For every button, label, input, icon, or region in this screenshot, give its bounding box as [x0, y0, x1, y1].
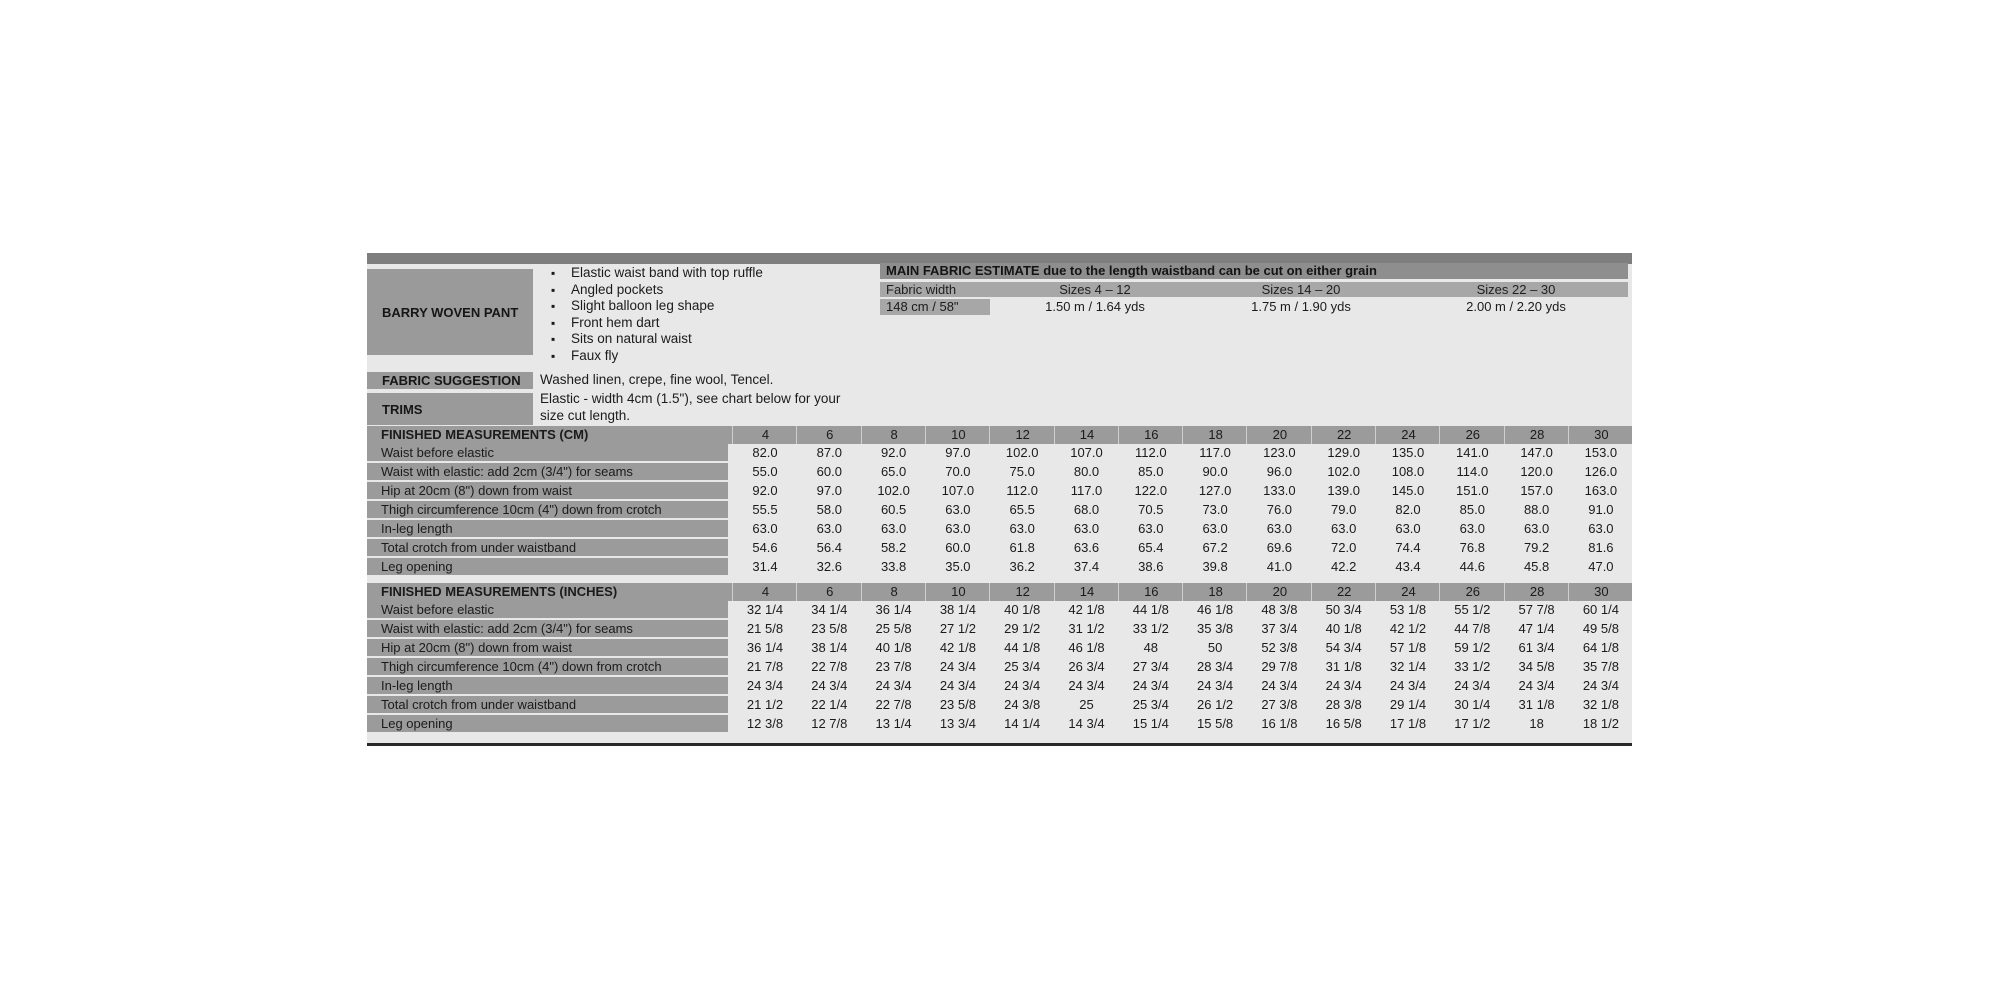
- table-cell: 63.0: [1331, 521, 1357, 536]
- table-cell: 50 3/4: [1325, 602, 1362, 617]
- row-label: Waist before elastic: [367, 444, 728, 461]
- row-label: Hip at 20cm (8") down from waist: [367, 639, 728, 656]
- table-cell: 63.0: [816, 521, 842, 536]
- table-cell: 147.0: [1520, 445, 1553, 460]
- table-cell: 92.0: [752, 483, 778, 498]
- table-cell: 61 3/4: [1518, 640, 1555, 655]
- table-cell: 163.0: [1584, 483, 1618, 498]
- table-cell: 17 1/2: [1454, 716, 1491, 731]
- table-cell: 34 5/8: [1518, 659, 1555, 674]
- size-header: 18: [1182, 583, 1248, 601]
- fabric-width-value: 148 cm / 58": [880, 299, 990, 315]
- row-label: In-leg length: [367, 520, 728, 537]
- table-cell: 60.0: [945, 540, 971, 555]
- table-cell: 87.0: [816, 445, 842, 460]
- table-cell: 29 7/8: [1261, 659, 1298, 674]
- table-cell: 129.0: [1327, 445, 1360, 460]
- row-label: Waist before elastic: [367, 601, 728, 618]
- table-cell: 157.0: [1520, 483, 1553, 498]
- size-header: 24: [1375, 426, 1441, 444]
- table-cell: 65.0: [880, 464, 907, 479]
- table-cell: 29 1/2: [1004, 621, 1041, 636]
- table-cell: 117.0: [1070, 483, 1103, 498]
- table-cell: 29 1/4: [1389, 697, 1427, 712]
- fabric-group-label: Sizes 22 – 30: [1476, 282, 1556, 297]
- table-cell: 141.0: [1456, 445, 1489, 460]
- table-cell: 120.0: [1520, 464, 1553, 479]
- size-header: 6: [796, 583, 862, 601]
- fabric-group-value: 2.00 m / 2.20 yds: [1466, 299, 1566, 314]
- table-cell: 70.5: [1138, 502, 1164, 517]
- table-cell: 76.8: [1459, 540, 1485, 555]
- table-cell: 107.0: [1070, 445, 1103, 460]
- table-cell: 102.0: [1327, 464, 1360, 479]
- table-cell: 57 7/8: [1518, 602, 1555, 617]
- table-cell: 12 7/8: [811, 716, 848, 731]
- table-cell: 44 7/8: [1454, 621, 1491, 636]
- table-cell: 15 1/4: [1132, 716, 1169, 731]
- table-cell: 151.0: [1456, 483, 1489, 498]
- row-label: Leg opening: [367, 715, 728, 732]
- size-header: 14: [1054, 583, 1120, 601]
- table-cell: 127.0: [1198, 483, 1232, 498]
- table-row: [367, 520, 1632, 538]
- table-cell: 12 3/8: [746, 716, 784, 731]
- size-header: 12: [989, 583, 1055, 601]
- table-cell: 16 1/8: [1261, 716, 1298, 731]
- table-cell: 63.0: [945, 502, 971, 517]
- table-row: [367, 501, 1632, 519]
- table-cell: 79.2: [1523, 540, 1550, 555]
- table-cell: 63.0: [1202, 521, 1228, 536]
- table-cell: 27 3/8: [1261, 697, 1298, 712]
- row-label: Waist with elastic: add 2cm (3/4") for seams: [367, 620, 728, 637]
- table-cell: 25 3/4: [1132, 697, 1169, 712]
- size-header: 26: [1439, 426, 1505, 444]
- table-cell: 30 1/4: [1454, 697, 1491, 712]
- table-cell: 22 1/4: [811, 697, 848, 712]
- table-cell: 35.0: [945, 559, 971, 574]
- table-row: [367, 444, 1632, 462]
- table-cell: 38 1/4: [939, 602, 976, 617]
- table-cell: 33 1/2: [1132, 621, 1169, 636]
- table-cell: 18 1/2: [1582, 716, 1619, 731]
- table-cell: 85.0: [1138, 464, 1164, 479]
- table-cell: 58.0: [816, 502, 842, 517]
- table-cell: 21 5/8: [746, 621, 784, 636]
- fabric-suggestion-value: Washed linen, crepe, fine wool, Tencel.: [540, 372, 774, 387]
- table-cell: 40 1/8: [875, 640, 912, 655]
- table-cell: 73.0: [1202, 502, 1228, 517]
- table-row: [367, 539, 1632, 557]
- table-cell: 41.0: [1266, 559, 1293, 574]
- table-row: [367, 658, 1632, 676]
- table-cell: 43.4: [1395, 559, 1421, 574]
- trims-value: Elastic - width 4cm (1.5"), see chart below for your size cut length.: [540, 391, 841, 423]
- table-cell: 55 1/2: [1454, 602, 1491, 617]
- table-cell: 56.4: [816, 540, 842, 555]
- table-cell: 24 3/4: [1454, 678, 1491, 693]
- table-cell: 61.8: [1009, 540, 1035, 555]
- table-cell: 17 1/8: [1389, 716, 1427, 731]
- table-cell: 13 3/4: [939, 716, 976, 731]
- table-cell: 92.0: [880, 445, 907, 460]
- bottom-rule: [367, 743, 1632, 746]
- table-cell: 126.0: [1584, 464, 1618, 479]
- feature-item: ▪ Sits on natural waist: [571, 331, 971, 348]
- fabric-group-label: Sizes 4 – 12: [1059, 282, 1131, 297]
- table-cell: 31 1/8: [1518, 697, 1555, 712]
- table-cell: 40 1/8: [1325, 621, 1362, 636]
- table-cell: 63.0: [1459, 521, 1485, 536]
- feature-item: ▪ Faux fly: [571, 348, 971, 365]
- size-header: 10: [925, 426, 991, 444]
- table-cell: 63.0: [1138, 521, 1164, 536]
- table-cell: 42 1/8: [1068, 602, 1105, 617]
- table-cell: 80.0: [1073, 464, 1100, 479]
- row-label: Waist with elastic: add 2cm (3/4") for seams: [367, 463, 728, 480]
- table-cell: 31 1/2: [1068, 621, 1105, 636]
- table-cell: 24 3/4: [939, 659, 976, 674]
- table-cell: 122.0: [1134, 483, 1168, 498]
- table-cell: 44 1/8: [1004, 640, 1041, 655]
- table-cell: 23 5/8: [811, 621, 848, 636]
- size-header: 4: [732, 426, 798, 444]
- table-cell: 75.0: [1009, 464, 1035, 479]
- table-cell: 24 3/4: [1389, 678, 1427, 693]
- table-cell: 69.6: [1266, 540, 1293, 555]
- table-cell: 45.8: [1523, 559, 1550, 574]
- table-cell: 107.0: [941, 483, 975, 498]
- table-cell: 82.0: [1395, 502, 1421, 517]
- table-header-row: [367, 426, 1632, 444]
- size-header: 4: [732, 583, 798, 601]
- table-header-row: [367, 583, 1632, 601]
- table-cell: 50: [1207, 640, 1223, 655]
- table-cell: 60.0: [816, 464, 842, 479]
- feature-item: ▪ Slight balloon leg shape: [571, 298, 971, 315]
- table-cell: 24 3/4: [1325, 678, 1362, 693]
- table-cell: 24 3/4: [939, 678, 976, 693]
- size-header: 12: [989, 426, 1055, 444]
- table-cell: 37.4: [1073, 559, 1100, 574]
- table-cell: 153.0: [1584, 445, 1618, 460]
- table-cell: 90.0: [1202, 464, 1228, 479]
- table-cell: 24 3/4: [1197, 678, 1234, 693]
- table-cell: 60 1/4: [1582, 602, 1619, 617]
- table-row: [367, 558, 1632, 576]
- table-cell: 24 3/8: [1004, 697, 1041, 712]
- table-cell: 16 5/8: [1325, 716, 1362, 731]
- table-cell: 38.6: [1138, 559, 1164, 574]
- table-cell: 33.8: [880, 559, 907, 574]
- row-label: Thigh circumference 10cm (4") down from crotch: [367, 658, 728, 675]
- size-header: 14: [1054, 426, 1120, 444]
- size-header: 30: [1568, 583, 1632, 601]
- table-cell: 52 3/8: [1261, 640, 1298, 655]
- table-cell: 123.0: [1263, 445, 1296, 460]
- table-cell: 63.0: [752, 521, 778, 536]
- table-cell: 108.0: [1391, 464, 1425, 479]
- table-cell: 88.0: [1523, 502, 1550, 517]
- table-cell: 21 7/8: [746, 659, 784, 674]
- table-cell: 96.0: [1266, 464, 1293, 479]
- table-cell: 65.5: [1009, 502, 1035, 517]
- fabric-suggestion-label: FABRIC SUGGESTION: [367, 372, 533, 389]
- size-header: 28: [1504, 426, 1570, 444]
- table-cell: 63.0: [1009, 521, 1035, 536]
- table-cell: 32.6: [816, 559, 842, 574]
- table-row: [367, 601, 1632, 619]
- table-row: [367, 463, 1632, 481]
- fabric-estimate-heading: MAIN FABRIC ESTIMATE due to the length waistband can be cut on either grain: [880, 263, 1628, 279]
- table-cell: 63.0: [1395, 521, 1421, 536]
- fabric-group-value: 1.75 m / 1.90 yds: [1251, 299, 1351, 314]
- table-cell: 36 1/4: [875, 602, 912, 617]
- table-cell: 25 5/8: [875, 621, 912, 636]
- table-cell: 65.4: [1138, 540, 1164, 555]
- table-cell: 58.2: [880, 540, 907, 555]
- table-cell: 70.0: [945, 464, 971, 479]
- table-cell: 57 1/8: [1389, 640, 1427, 655]
- table-cell: 63.0: [880, 521, 907, 536]
- size-header: 10: [925, 583, 991, 601]
- table-cell: 15 5/8: [1197, 716, 1234, 731]
- table-cell: 91.0: [1588, 502, 1614, 517]
- table-cell: 18: [1529, 716, 1544, 731]
- size-header: 24: [1375, 583, 1441, 601]
- table-row: [367, 715, 1632, 733]
- size-header: 28: [1504, 583, 1570, 601]
- table-cell: 85.0: [1459, 502, 1485, 517]
- table-cell: 74.4: [1395, 540, 1421, 555]
- table-cell: 97.0: [816, 483, 842, 498]
- fabric-width-label: Fabric width: [886, 282, 957, 297]
- table-title: FINISHED MEASUREMENTS (CM): [367, 426, 728, 443]
- table-cell: 32 1/4: [1389, 659, 1427, 674]
- table-cell: 46 1/8: [1197, 602, 1234, 617]
- table-cell: 48: [1143, 640, 1159, 655]
- table-cell: 28 3/8: [1325, 697, 1362, 712]
- feature-item: ▪ Front hem dart: [571, 315, 971, 332]
- table-cell: 67.2: [1202, 540, 1228, 555]
- table-cell: 63.6: [1073, 540, 1100, 555]
- fabric-group-value: 1.50 m / 1.64 yds: [1045, 299, 1145, 314]
- table-cell: 24 3/4: [1261, 678, 1298, 693]
- fabric-group-label: Sizes 14 – 20: [1261, 282, 1341, 297]
- table-cell: 46 1/8: [1068, 640, 1105, 655]
- table-cell: 35 7/8: [1582, 659, 1619, 674]
- size-header: 8: [861, 426, 927, 444]
- table-cell: 117.0: [1199, 445, 1231, 460]
- row-label: In-leg length: [367, 677, 728, 694]
- table-cell: 33 1/2: [1454, 659, 1491, 674]
- table-cell: 47.0: [1588, 559, 1614, 574]
- table-cell: 31 1/8: [1325, 659, 1362, 674]
- table-cell: 24 3/4: [875, 678, 912, 693]
- size-header: 6: [796, 426, 862, 444]
- table-cell: 14 1/4: [1004, 716, 1041, 731]
- table-cell: 112.0: [1135, 445, 1167, 460]
- table-cell: 24 3/4: [1132, 678, 1169, 693]
- table-cell: 24 3/4: [811, 678, 848, 693]
- size-header: 8: [861, 583, 927, 601]
- row-label: Total crotch from under waistband: [367, 696, 728, 713]
- table-cell: 54.6: [752, 540, 778, 555]
- table-cell: 64 1/8: [1582, 640, 1619, 655]
- table-cell: 14 3/4: [1068, 716, 1105, 731]
- table-cell: 24 3/4: [1518, 678, 1555, 693]
- table-cell: 32 1/4: [746, 602, 784, 617]
- table-row: [367, 677, 1632, 695]
- table-cell: 63.0: [1523, 521, 1550, 536]
- table-cell: 63.0: [1073, 521, 1100, 536]
- table-cell: 53 1/8: [1389, 602, 1427, 617]
- feature-item: ▪ Elastic waist band with top ruffle: [571, 265, 971, 282]
- table-cell: 112.0: [1006, 483, 1038, 498]
- table-cell: 54 3/4: [1325, 640, 1362, 655]
- trims-label: TRIMS: [367, 393, 533, 425]
- table-cell: 24 3/4: [1004, 678, 1041, 693]
- table-cell: 49 5/8: [1582, 621, 1619, 636]
- size-header: 20: [1246, 426, 1312, 444]
- table-cell: 26 3/4: [1068, 659, 1105, 674]
- table-cell: 44.6: [1459, 559, 1485, 574]
- table-cell: 22 7/8: [811, 659, 848, 674]
- table-cell: 48 3/8: [1261, 602, 1298, 617]
- product-title: BARRY WOVEN PANT: [367, 269, 533, 355]
- table-cell: 42 1/2: [1389, 621, 1427, 636]
- table-cell: 27 1/2: [939, 621, 976, 636]
- table-cell: 102.0: [1005, 445, 1039, 460]
- table-cell: 145.0: [1391, 483, 1425, 498]
- row-label: Thigh circumference 10cm (4") down from crotch: [367, 501, 728, 518]
- table-row: [367, 620, 1632, 638]
- table-cell: 31.4: [752, 559, 778, 574]
- table-row: [367, 696, 1632, 714]
- table-cell: 97.0: [945, 445, 971, 460]
- table-row: [367, 639, 1632, 657]
- table-cell: 39.8: [1202, 559, 1228, 574]
- table-cell: 38 1/4: [811, 640, 848, 655]
- table-cell: 76.0: [1266, 502, 1293, 517]
- table-cell: 81.6: [1588, 540, 1614, 555]
- size-chart-sheet: [367, 253, 1632, 746]
- table-cell: 36 1/4: [746, 640, 784, 655]
- row-label: Leg opening: [367, 558, 728, 575]
- table-cell: 21 1/2: [746, 697, 784, 712]
- table-cell: 60.5: [880, 502, 907, 517]
- table-cell: 139.0: [1327, 483, 1360, 498]
- table-cell: 114.0: [1456, 464, 1489, 479]
- table-cell: 23 7/8: [875, 659, 912, 674]
- table-cell: 133.0: [1263, 483, 1296, 498]
- table-row: [367, 482, 1632, 500]
- table-cell: 24 3/4: [746, 678, 784, 693]
- table-cell: 42.2: [1331, 559, 1357, 574]
- table-cell: 44 1/8: [1132, 602, 1169, 617]
- table-cell: 68.0: [1073, 502, 1100, 517]
- table-cell: 27 3/4: [1132, 659, 1169, 674]
- table-cell: 63.0: [1266, 521, 1293, 536]
- table-cell: 23 5/8: [939, 697, 976, 712]
- table-cell: 135.0: [1391, 445, 1425, 460]
- table-cell: 72.0: [1331, 540, 1357, 555]
- table-cell: 36.2: [1009, 559, 1035, 574]
- size-header: 18: [1182, 426, 1248, 444]
- size-header: 22: [1311, 583, 1377, 601]
- table-cell: 37 3/4: [1261, 621, 1298, 636]
- table-cell: 32 1/8: [1582, 697, 1619, 712]
- feature-item: ▪ Angled pockets: [571, 282, 971, 299]
- row-label: Hip at 20cm (8") down from waist: [367, 482, 728, 499]
- table-cell: 47 1/4: [1518, 621, 1555, 636]
- size-header: 30: [1568, 426, 1632, 444]
- table-cell: 59 1/2: [1454, 640, 1491, 655]
- size-header: 16: [1118, 426, 1184, 444]
- table-cell: 55.5: [752, 502, 778, 517]
- table-cell: 22 7/8: [875, 697, 912, 712]
- table-cell: 13 1/4: [875, 716, 912, 731]
- table-cell: 55.0: [752, 464, 778, 479]
- table-cell: 63.0: [945, 521, 971, 536]
- table-cell: 34 1/4: [811, 602, 848, 617]
- table-cell: 79.0: [1331, 502, 1357, 517]
- size-header: 22: [1311, 426, 1377, 444]
- table-cell: 42 1/8: [939, 640, 976, 655]
- table-cell: 25 3/4: [1004, 659, 1041, 674]
- table-cell: 102.0: [877, 483, 910, 498]
- size-header: 20: [1246, 583, 1312, 601]
- table-cell: 24 3/4: [1582, 678, 1619, 693]
- size-header: 16: [1118, 583, 1184, 601]
- table-cell: 63.0: [1588, 521, 1614, 536]
- table-title: FINISHED MEASUREMENTS (INCHES): [367, 583, 728, 600]
- table-cell: 40 1/8: [1004, 602, 1041, 617]
- size-header: 26: [1439, 583, 1505, 601]
- table-cell: 82.0: [752, 445, 778, 460]
- table-cell: 24 3/4: [1068, 678, 1105, 693]
- table-cell: 25: [1079, 697, 1094, 712]
- table-cell: 26 1/2: [1197, 697, 1234, 712]
- table-cell: 28 3/4: [1197, 659, 1234, 674]
- table-cell: 35 3/8: [1197, 621, 1234, 636]
- row-label: Total crotch from under waistband: [367, 539, 728, 556]
